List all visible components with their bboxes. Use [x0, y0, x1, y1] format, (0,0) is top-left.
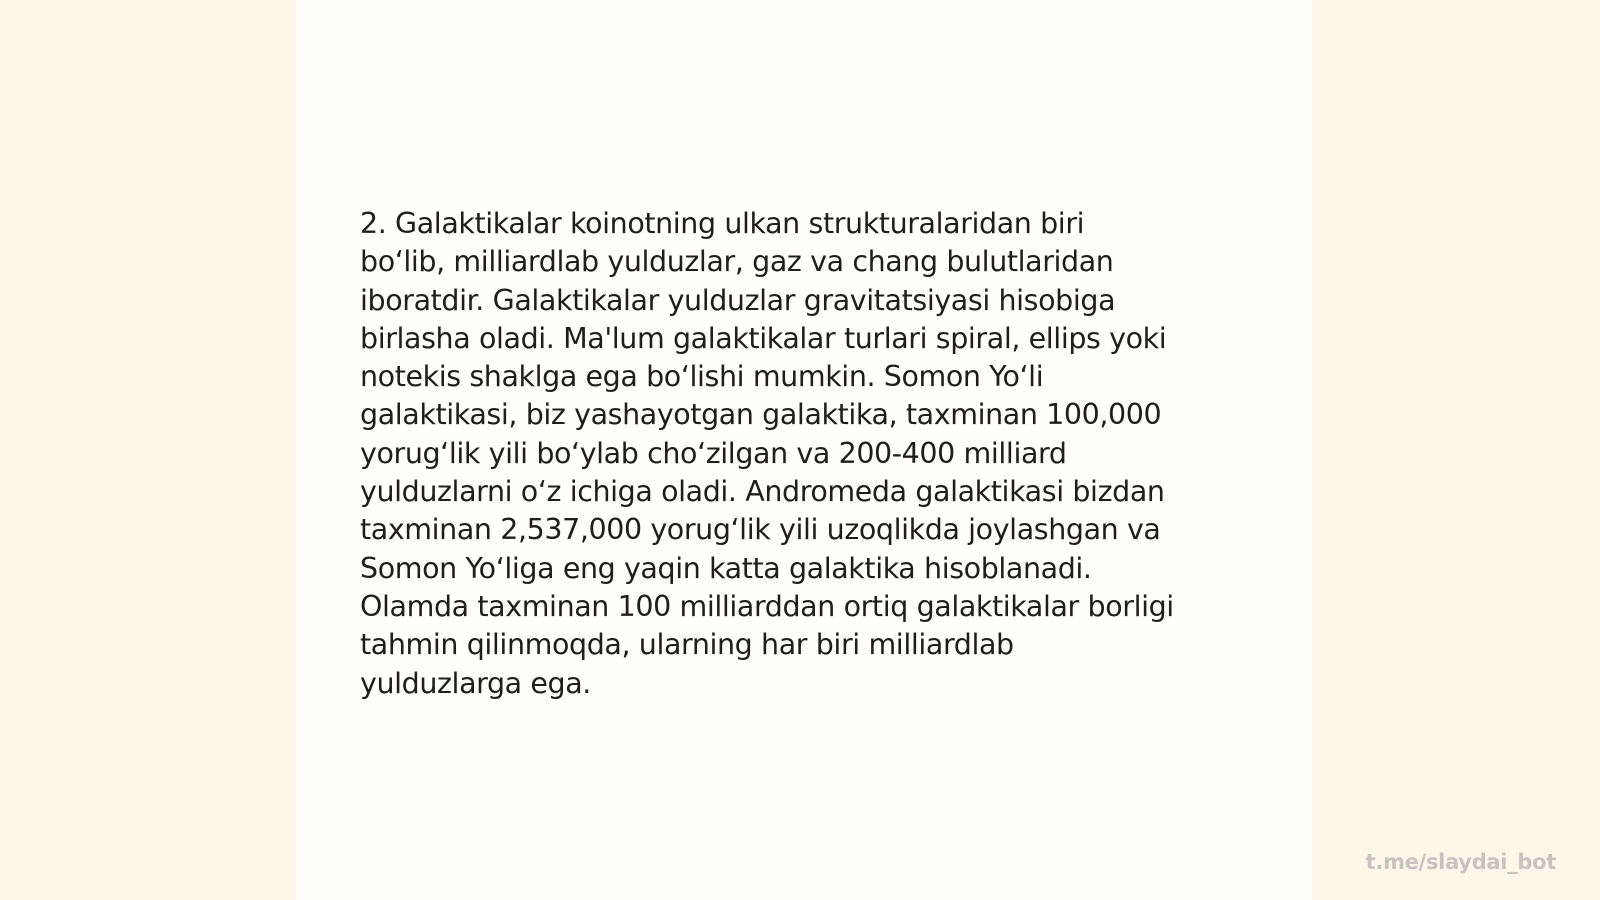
slide-right-margin — [1312, 0, 1600, 900]
slide-left-margin — [0, 0, 296, 900]
slide-body-text: 2. Galaktikalar koinotning ulkan strukturalaridan biri bo‘lib, milliardlab yulduzlar, gaz va chang bulutlaridan iboratdir. Galaktikalar yulduzlar gravitatsiyasi hisobiga birlasha oladi. Ma'lum galaktikalar turlari spiral, ellips yoki notekis shaklga ega bo‘lishi mumkin. Somon Yo‘li galaktikasi, biz yashayotgan galaktika, taxminan 100,000 yorug‘lik yili bo‘ylab cho‘zilgan va 200-400 milliard yulduzlarni o‘z ichiga oladi. Andromeda galaktikasi bizdan taxminan 2,537,000 yorug‘lik yili uzoqlikda joylashgan va Somon Yo‘liga eng yaqin katta galaktika hisoblanadi. Olamda taxminan 100 milliarddan ortiq galaktikalar borligi tahmin qilinmoqda, ularning har biri milliardlab yulduzlarga ega. — [360, 207, 1174, 700]
watermark: t.me/slaydai_bot — [1365, 850, 1556, 874]
